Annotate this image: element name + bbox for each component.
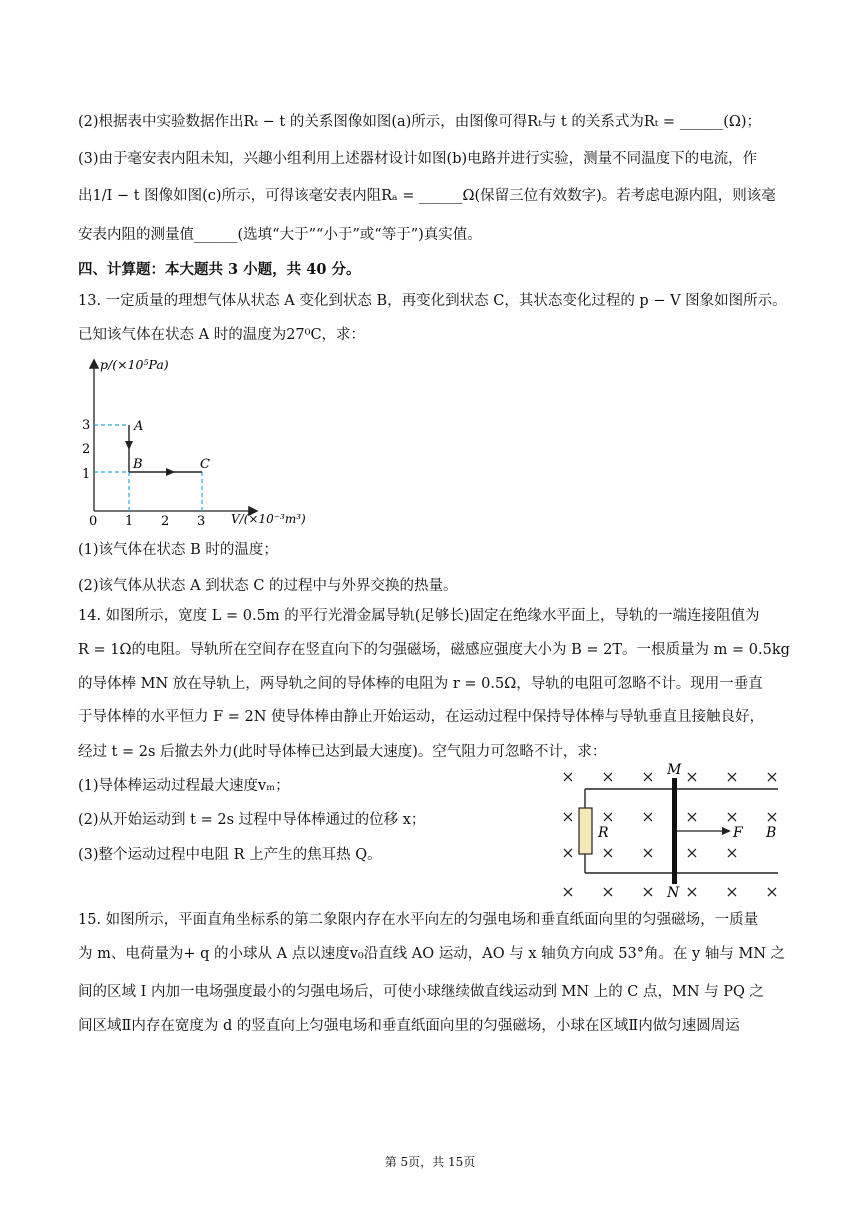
text-line: (3)由于毫安表内阻未知，兴趣小组利用上述器材设计如图(b)电路并进行实验，测量不同温度下的电流，作 (78, 151, 758, 167)
problem-15-stem: 间区域Ⅱ内存在宽度为 d 的竖直向上匀强电场和垂直纸面向里的匀强磁场，小球在区域Ⅱ内做匀速圆周运 (78, 1018, 740, 1034)
field-cross: × (641, 807, 655, 826)
rail-diagram (556, 760, 786, 900)
field-cross: × (765, 882, 779, 900)
state-label-c: C (200, 457, 210, 472)
problem-14-stem: 经过 t = 2s 后撤去外力(此时导体棒已达到最大速度)。空气阻力可忽略不计，求： (78, 744, 607, 760)
field-cross: × (561, 843, 575, 862)
x-axis-label: V/(×10⁻³m³) (231, 512, 306, 526)
arrow-right-icon (722, 827, 731, 835)
field-cross: × (601, 843, 615, 862)
page-footer: 第 5页，共 15页 (384, 1155, 476, 1169)
rod-label-m: M (667, 762, 682, 778)
field-cross: × (725, 807, 739, 826)
problem-14-stem: 于导体棒的水平恒力 F = 2N 使导体棒由静止开始运动，在运动过程中保持导体棒与导轨垂直且接触良好， (78, 709, 765, 725)
field-crosses (561, 767, 778, 900)
problem-13-stem: 已知该气体在状态 A 时的温度为27⁰C，求： (78, 327, 366, 343)
problem-15-stem: 为 m、电荷量为+ q 的小球从 A 点以速度v₀沿直线 AO 运动，AO 与 x 轴负方向成 53°角。在 y 轴与 MN 之 (78, 946, 786, 962)
x-tick-label: 3 (197, 514, 206, 529)
problem-14-stem: 14. 如图所示，宽度 L = 0.5m 的平行光滑金属导轨(足够长)固定在绝缘水平面上，导轨的一端连接阻值为 (78, 608, 760, 624)
problem-13-question: (1)该气体在状态 B 时的温度； (78, 542, 278, 558)
problem-14-stem: R = 1Ω的电阻。导轨所在空间存在竖直向下的匀强磁场，磁感应强度大小为 B = 2T。一根质量为 m = 0.5kg (78, 642, 790, 658)
arrow-right-icon (166, 468, 175, 476)
arrow-down-icon (125, 441, 133, 450)
state-label-a: A (134, 419, 144, 434)
field-cross: × (601, 767, 615, 786)
y-axis-label: p/(×10⁵Pa) (100, 357, 169, 372)
x-tick-label: 2 (161, 514, 170, 529)
problem-15-stem: 15. 如图所示，平面直角坐标系的第二象限内存在水平向左的匀强电场和垂直纸面向里的匀强磁场，一质量 (78, 912, 759, 928)
state-label-b: B (133, 457, 143, 472)
field-cross: × (601, 807, 615, 826)
pv-graph (78, 355, 318, 535)
problem-14-stem: 的导体棒 MN 放在导轨上，两导轨之间的导体棒的电阻为 r = 0.5Ω，导轨的电阻可忽略不计。现用一垂直 (78, 676, 763, 692)
field-cross: × (685, 843, 699, 862)
field-cross: × (765, 807, 779, 826)
field-cross: × (601, 882, 615, 900)
text-line: (2)根据表中实验数据作出Rₜ − t 的关系图像如图(a)所示，由图像可得Rₜ与 t 的关系式为Rₜ = ______(Ω)； (78, 114, 762, 130)
section-heading: 四、计算题：本大题共 3 小题，共 40 分。 (78, 261, 361, 278)
field-cross: × (725, 882, 739, 900)
field-cross: × (685, 767, 699, 786)
problem-14-question: (1)导体棒运动过程最大速度vₘ； (78, 778, 290, 794)
field-cross: × (561, 882, 575, 900)
problem-14-question: (3)整个运动过程中电阻 R 上产生的焦耳热 Q。 (78, 847, 382, 863)
problem-13-question: (2)该气体从状态 A 到状态 C 的过程中与外界交换的热量。 (78, 578, 458, 594)
field-cross: × (641, 767, 655, 786)
field-cross: × (765, 767, 779, 786)
text-line: 出1/I − t 图像如图(c)所示，可得该毫安表内阻Rₐ = ______Ω(保留三位有效数字)。若考虑电源内阻，则该毫 (78, 188, 776, 204)
y-tick-label: 1 (82, 467, 91, 482)
field-cross: × (561, 767, 575, 786)
problem-15-stem: 间的区域 I 内加一电场强度最小的匀强电场后，可使小球继续做直线运动到 MN 上的 C 点，MN 与 PQ 之 (78, 984, 765, 1000)
field-label: B (766, 825, 777, 841)
x-tick-label: 1 (125, 514, 134, 529)
field-cross: × (641, 882, 655, 900)
y-tick-label: 3 (82, 418, 91, 433)
field-cross: × (725, 767, 739, 786)
resistor (579, 808, 592, 854)
rod-label-n: N (667, 885, 680, 900)
field-cross: × (641, 843, 655, 862)
text-line: 安表内阻的测量值______(选填“大于”“小于”或“等于”)真实值。 (78, 227, 482, 243)
field-cross: × (561, 807, 575, 826)
problem-14-question: (2)从开始运动到 t = 2s 过程中导体棒通过的位移 x； (78, 812, 426, 828)
force-label: F (733, 825, 743, 841)
field-cross: × (685, 882, 699, 900)
resistor-label: R (598, 825, 609, 841)
x-tick-label: 0 (89, 514, 98, 529)
conductor-rod (672, 778, 677, 884)
problem-13-stem: 13. 一定质量的理想气体从状态 A 变化到状态 B，再变化到状态 C，其状态变化过程的 p − V 图象如图所示。 (78, 293, 787, 309)
field-cross: × (725, 843, 739, 862)
y-tick-label: 2 (82, 442, 91, 457)
field-cross: × (685, 807, 699, 826)
